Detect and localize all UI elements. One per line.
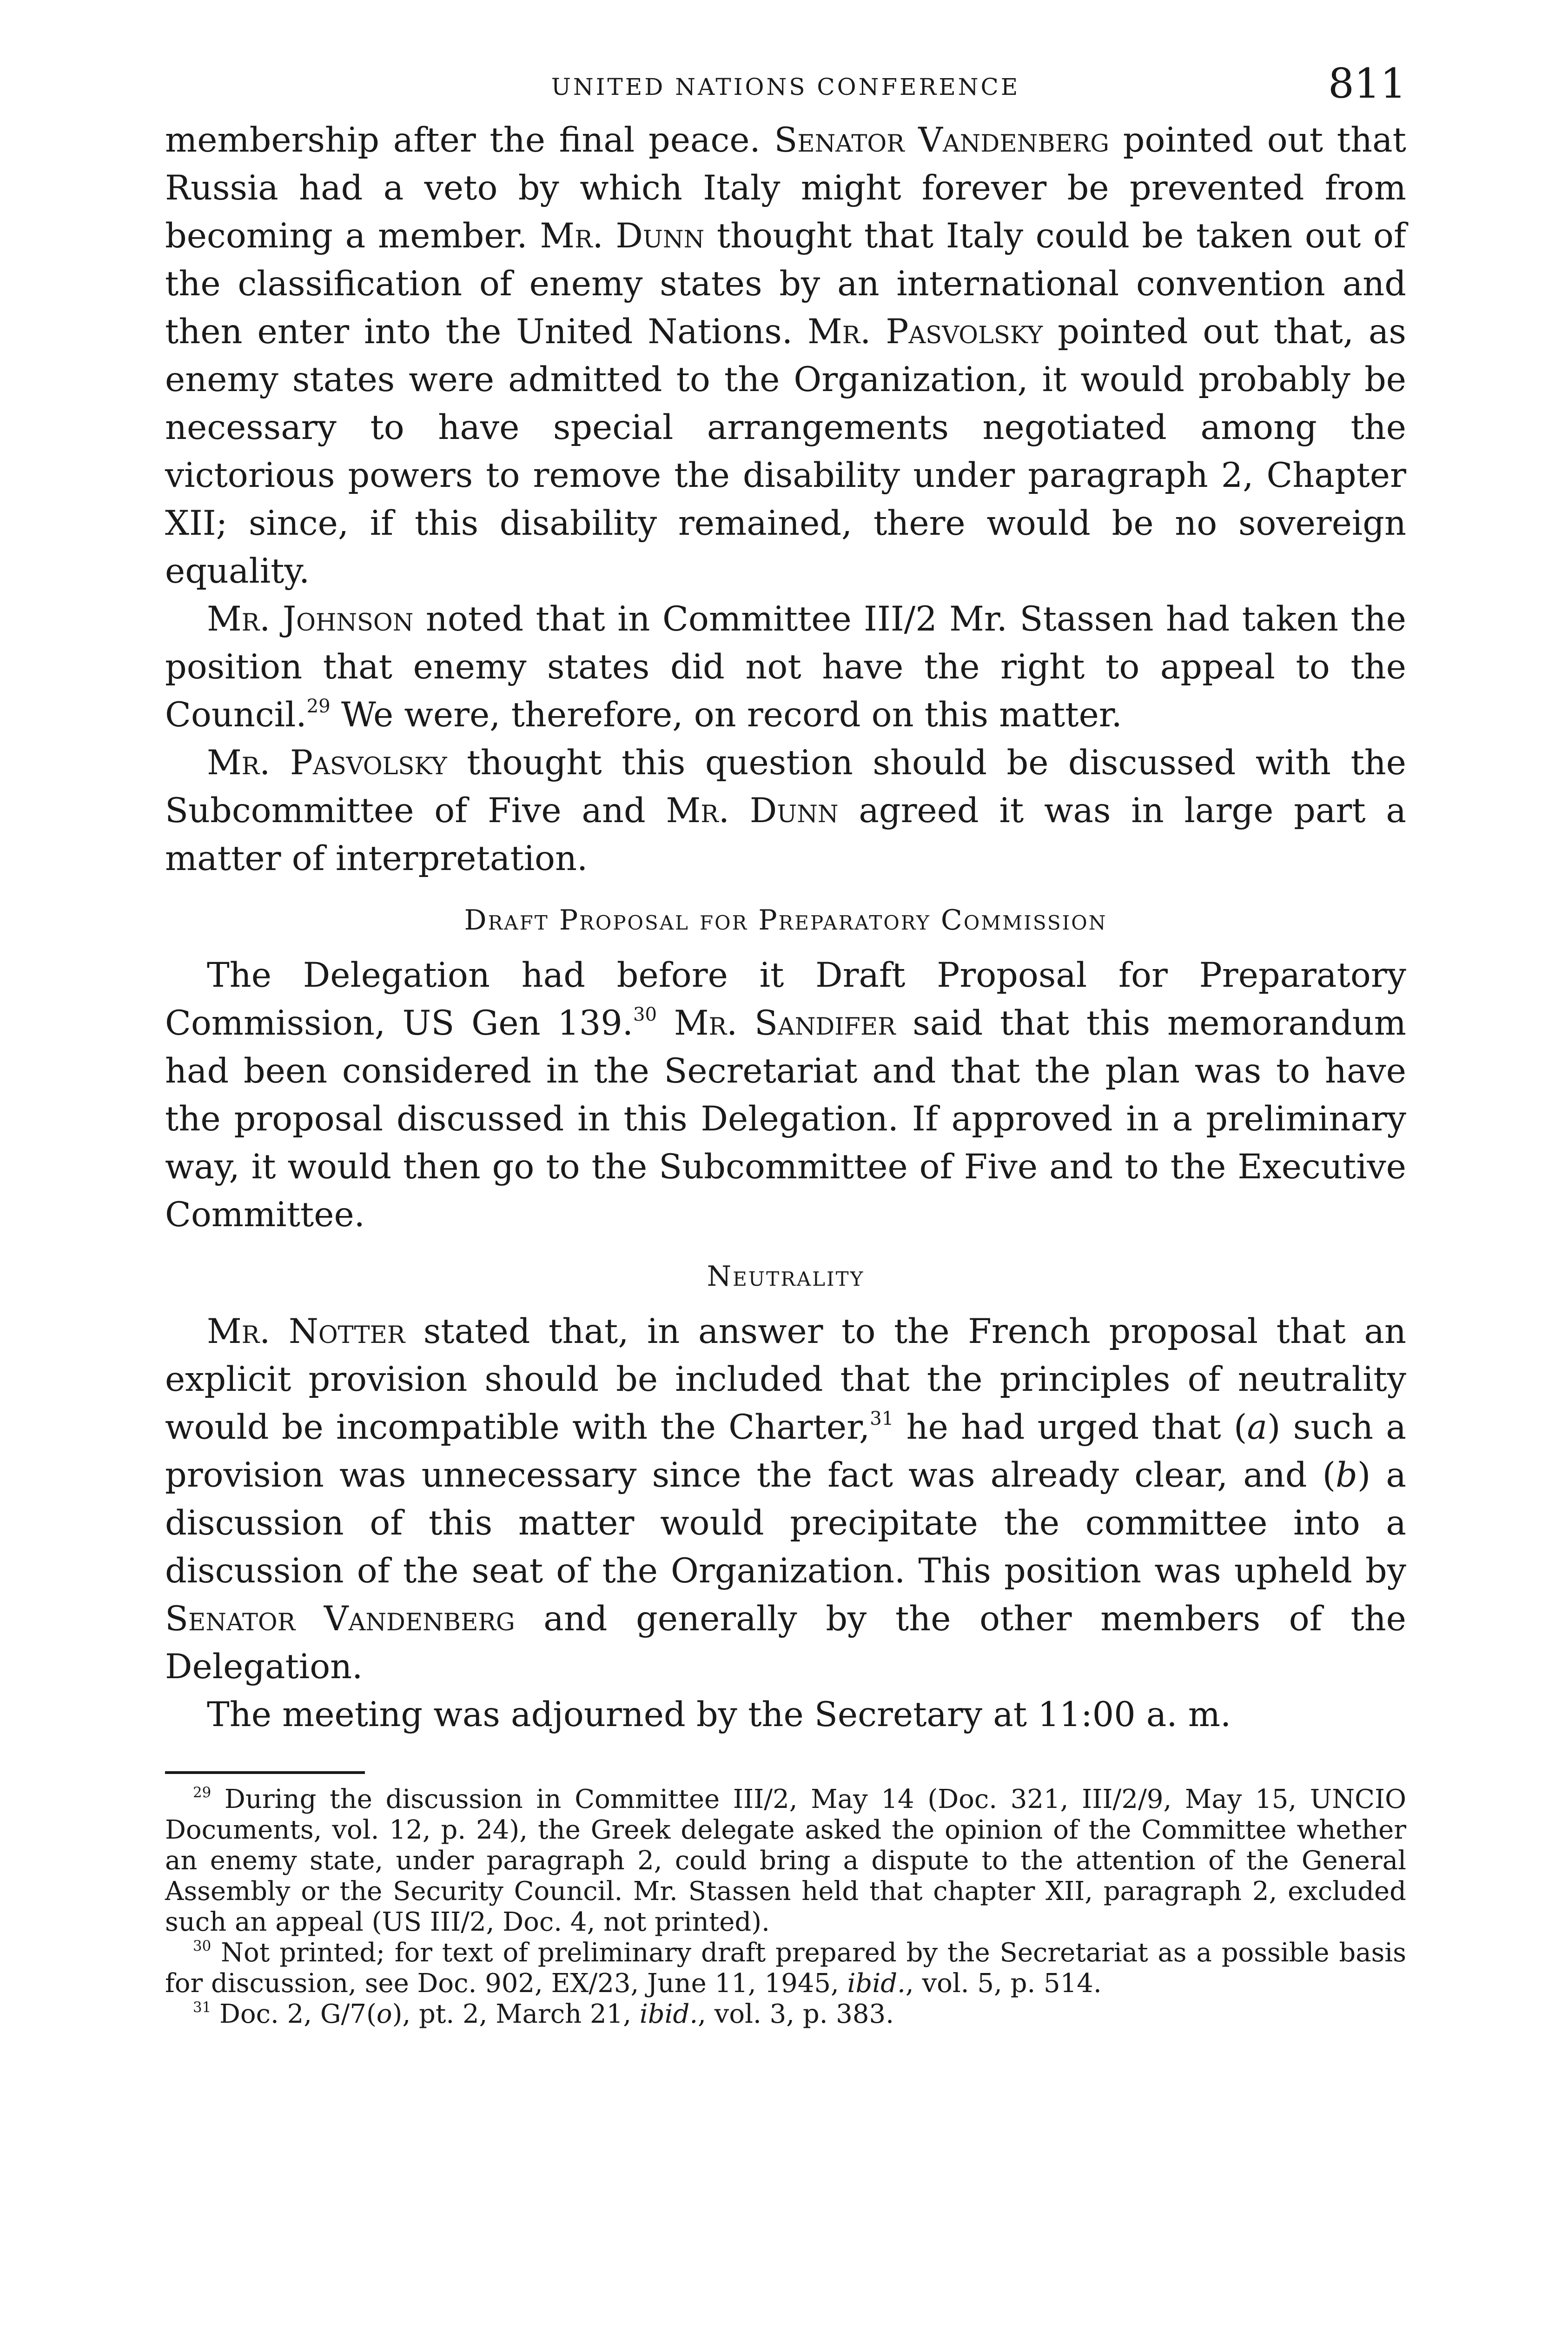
footnote-30 <box>165 1938 1406 1999</box>
text-run: The Delegation had before it Draft Proposal for Preparatory Commission, US Gen 139. <box>165 956 1406 1043</box>
footnote-31 <box>165 1999 1406 2030</box>
section-heading-preparatory-commission: Draft Proposal for Preparatory Commission <box>464 904 1107 937</box>
speaker-name: Senator Vandenberg <box>774 120 1110 160</box>
paragraph-draft-proposal <box>165 951 1406 1239</box>
text-run: he had urged that ( <box>893 1408 1247 1447</box>
text-run: membership after the final peace. <box>165 120 774 160</box>
speaker-name: Mr. Pasvolsky <box>207 743 447 783</box>
footnote-ref[interactable]: 29 <box>306 695 331 717</box>
text-run: noted that in Committee III/2 Mr. Stassen had taken the position that enemy states did not have the right to appeal to the Council. <box>165 599 1407 735</box>
italic-ref: o <box>376 1999 392 2029</box>
running-head: UNITED NATIONS CONFERENCE <box>551 73 1020 100</box>
paragraph-adjourned: The meeting was adjourned by the Secretary at 11:00 a. m. <box>207 1695 1231 1734</box>
text-run: thought that Italy could be taken out of the classification of enemy states by an international convention and then enter into the United Nations. <box>165 216 1406 352</box>
text-run: ), pt. 2, March 21, <box>392 1999 640 2029</box>
speaker-name: Mr. Dunn <box>666 791 839 830</box>
italic-letter: a <box>1247 1408 1268 1447</box>
text-run: , vol. 3, p. 383. <box>698 1999 894 2029</box>
text-run: pointed out that, as enemy states were admitted to the Organization, it would probably be necessary to have special arrangements negotiated among the victorious powers to remove the disability under paragraph 2, Chapter XII; since, if this disability remained, there would be no sovereign equality. <box>165 312 1406 591</box>
text-run: pointed out that Russia had a veto by which Italy might forever be prevented from becoming a member. <box>165 120 1406 256</box>
italic-ref: ibid. <box>847 1968 906 1999</box>
text-run: ) a discussion of this matter would precipitate the committee into a discussion of the seat of the Organization. This position was upheld by <box>165 1455 1406 1591</box>
page-header <box>165 56 1406 116</box>
speaker-name: Senator Vandenberg <box>165 1599 515 1639</box>
text-run: stated that, in answer to the French proposal that an explicit provision should be included that the principles of neutrality would be incompatible with the Charter, <box>165 1312 1406 1447</box>
footnote-number: 30 <box>193 1937 212 1954</box>
text-run: , vol. 5, p. 514. <box>905 1968 1102 1999</box>
text-run: agreed it was in large part a matter of interpretation. <box>165 791 1406 878</box>
page <box>165 56 1406 2030</box>
text-run: During the discussion in Committee III/2, May 14 (Doc. 321, III/2/9, May 15, UNCIO Documents, vol. 12, p. 24), the Greek delegate asked the opinion of the Committee whether an enemy state, under paragraph 2, could bring a dispute to the attention of the General Assembly or the Security Council. Mr. Stassen held that chapter XII, paragraph 2, excluded such an appeal (US III/2, Doc. 4, not printed). <box>165 1784 1406 1937</box>
speaker-name: Mr. Sandifer <box>674 1003 896 1043</box>
text-run: ) such a provision was unnecessary since the fact was already clear, and ( <box>165 1408 1406 1495</box>
footnote-number: 31 <box>193 1999 212 2016</box>
text-run <box>657 1003 674 1043</box>
footnote-ref[interactable]: 30 <box>633 1003 657 1025</box>
paragraph-johnson <box>165 595 1406 739</box>
text-run: thought this question should be discussed with the Subcommittee of Five and <box>165 743 1406 830</box>
paragraph-neutrality <box>165 1308 1406 1691</box>
text-run: We were, therefore, on record on this matter. <box>330 695 1122 735</box>
page-number: 811 <box>1328 60 1406 107</box>
speaker-name: Mr. Notter <box>207 1312 405 1351</box>
footnote-number: 29 <box>193 1784 212 1801</box>
text-run: and generally by the other members of the Delegation. <box>165 1599 1406 1687</box>
italic-ref: ibid. <box>639 1999 698 2029</box>
speaker-name: Mr. Pasvolsky <box>807 312 1043 352</box>
footnote-rule <box>165 1771 365 1774</box>
text-run: Doc. 2, G/7( <box>211 1999 377 2029</box>
footnote-29 <box>165 1784 1406 1938</box>
text-run: said that this memorandum had been considered in the Secretariat and that the plan was to have the proposal discussed in this Delegation. If approved in a preliminary way, it would then go to the Subcommittee of Five and to the Executive Committee. <box>165 1003 1406 1235</box>
footnote-ref[interactable]: 31 <box>870 1408 894 1429</box>
speaker-name: Mr. Dunn <box>540 216 705 256</box>
text-run: Not printed; for text of preliminary draft prepared by the Secretariat as a possible basis for discussion, see Doc. 902, EX/23, June 11, 1945, <box>165 1938 1406 1999</box>
paragraph-pasvolsky <box>165 739 1406 883</box>
italic-letter: b <box>1336 1455 1357 1495</box>
body-text <box>165 116 1406 1739</box>
footnotes <box>165 1784 1406 2030</box>
speaker-name: Mr. Johnson <box>207 599 414 639</box>
paragraph-membership <box>165 116 1406 595</box>
section-heading-neutrality: Neutrality <box>707 1260 865 1293</box>
